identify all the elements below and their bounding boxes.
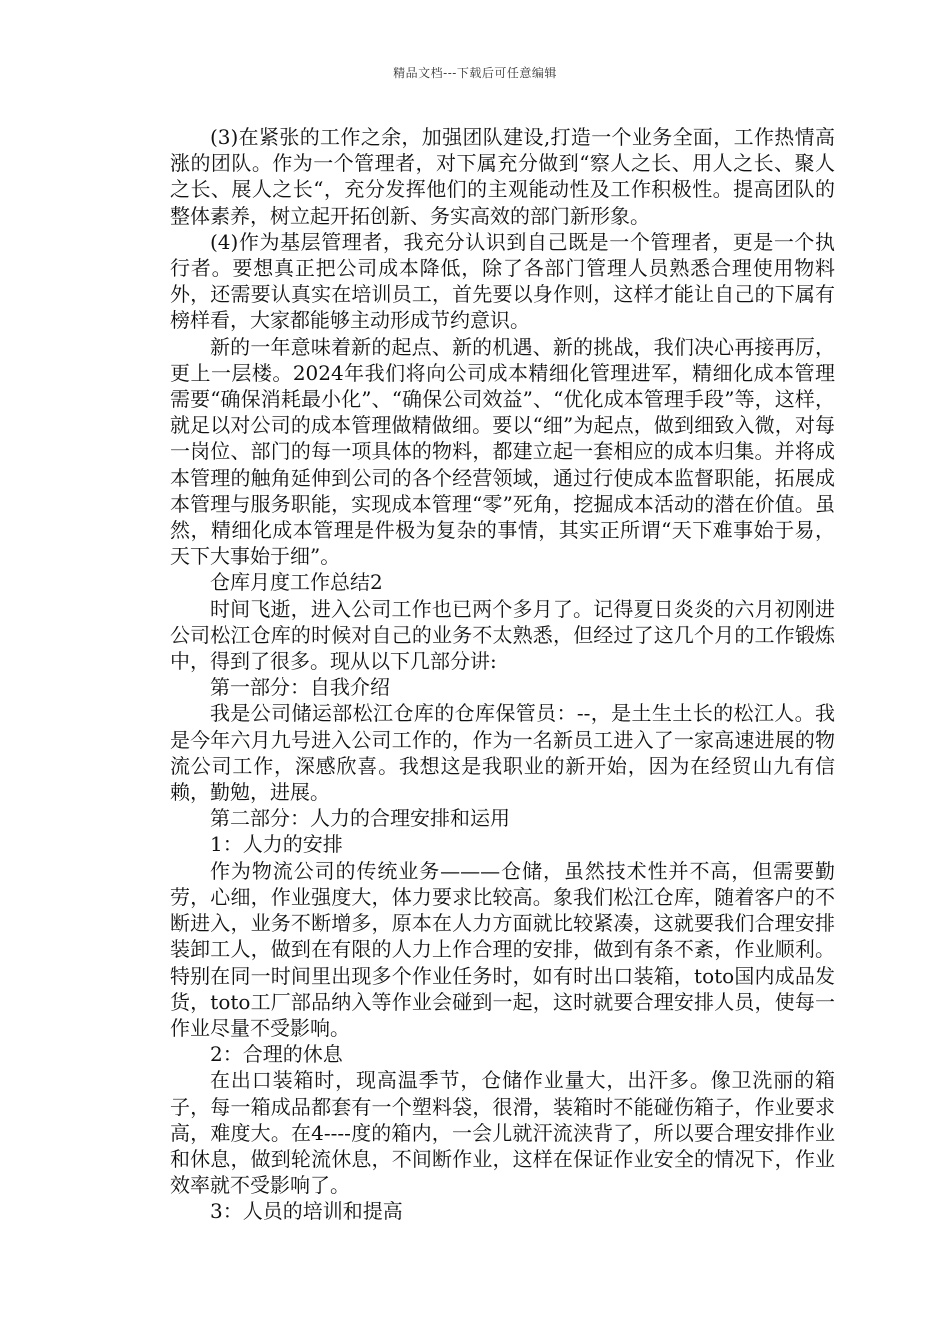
section-heading: 第二部分：人力的合理安排和运用 [210, 806, 510, 831]
paragraph: (4)作为基层管理者，我充分认识到自己既是一个管理者，更是一个执行者。要想真正把公司成本降低，除了各部门管理人员熟悉合理使用物料外，还需要认真实在培训员工，首先要以身作则，这样才能让自己的下属有榜样看，大家都能够主动形成节约意识。 [170, 229, 835, 333]
paragraph: 时间飞逝，进入公司工作也已两个多月了。记得夏日炎炎的六月初刚进公司松江仓库的时候对自己的业务不太熟悉，但经过了这几个月的工作锻炼中，得到了很多。现从以下几部分讲: [170, 596, 835, 674]
section-title: 仓库月度工作总结2 [210, 570, 383, 595]
document-body [170, 124, 835, 1225]
paragraph: (3)在紧张的工作之余，加强团队建设,打造一个业务全面，工作热情高涨的团队。作为一个管理者，对下属充分做到“察人之长、用人之长、聚人之长、展人之长“，充分发挥他们的主观能动性及工作积极性。提高团队的整体素养，树立起开拓创新、务实高效的部门新形象。 [170, 125, 835, 228]
paragraph: 新的一年意味着新的起点、新的机遇、新的挑战，我们决心再接再厉，更上一层楼。2024年我们将向公司成本精细化管理进军，精细化成本管理需要“确保消耗最小化”、“确保公司效益”、“优化成本管理手段”等，这样，就足以对公司的成本管理做精做细。要以“细”为起点，做到细致入微，对每一岗位、部门的每一项具体的物料，都建立起一套相应的成本归集。并将成本管理的触角延伸到公司的各个经营领域，通过行使成本监督职能，拓展成本管理与服务职能，实现成本管理“零”死角，挖掘成本活动的潜在价值。虽然，精细化成本管理是件极为复杂的事情，其实正所谓“天下难事始于易，天下大事始于细”。 [170, 334, 835, 569]
subsection-heading: 1：人力的安排 [210, 832, 343, 857]
paragraph: 我是公司储运部松江仓库的仓库保管员：--，是土生土长的松江人。我是今年六月九号进入公司工作的，作为一名新员工进入了一家高速进展的物流公司工作，深感欣喜。我想这是我职业的新开始，因为在经贸山九有信赖，勤勉，进展。 [170, 701, 835, 805]
paragraph: 在出口装箱时，现高温季节，仓储作业量大，出汗多。像卫洗丽的箱子，每一箱成品都套有一个塑料袋，很滑，装箱时不能碰伤箱子，作业要求高，难度大。在4----度的箱内，一会儿就汗流浃背了，所以要合理安排作业和休息，做到轮流休息，不间断作业，这样在保证作业安全的情况下，作业效率就不受影响了。 [170, 1068, 835, 1198]
paragraph: 作为物流公司的传统业务———仓储，虽然技术性并不高，但需要勤劳，心细，作业强度大，体力要求比较高。象我们松江仓库，随着客户的不断进入，业务不断增多，原本在人力方面就比较紧凑，这就要我们合理安排装卸工人，做到在有限的人力上作合理的安排，做到有条不紊，作业顺利。特别在同一时间里出现多个作业任务时，如有时出口装箱，toto国内成品发货，toto工厂部品纳入等作业会碰到一起，这时就要合理安排人员，使每一作业尽量不受影响。 [170, 858, 835, 1040]
section-heading: 第一部分：自我介绍 [210, 675, 390, 700]
subsection-heading: 3：人员的培训和提高 [210, 1199, 403, 1224]
subsection-heading: 2：合理的休息 [210, 1042, 343, 1067]
page-header: 精品文档---下载后可任意编辑 [393, 66, 557, 80]
